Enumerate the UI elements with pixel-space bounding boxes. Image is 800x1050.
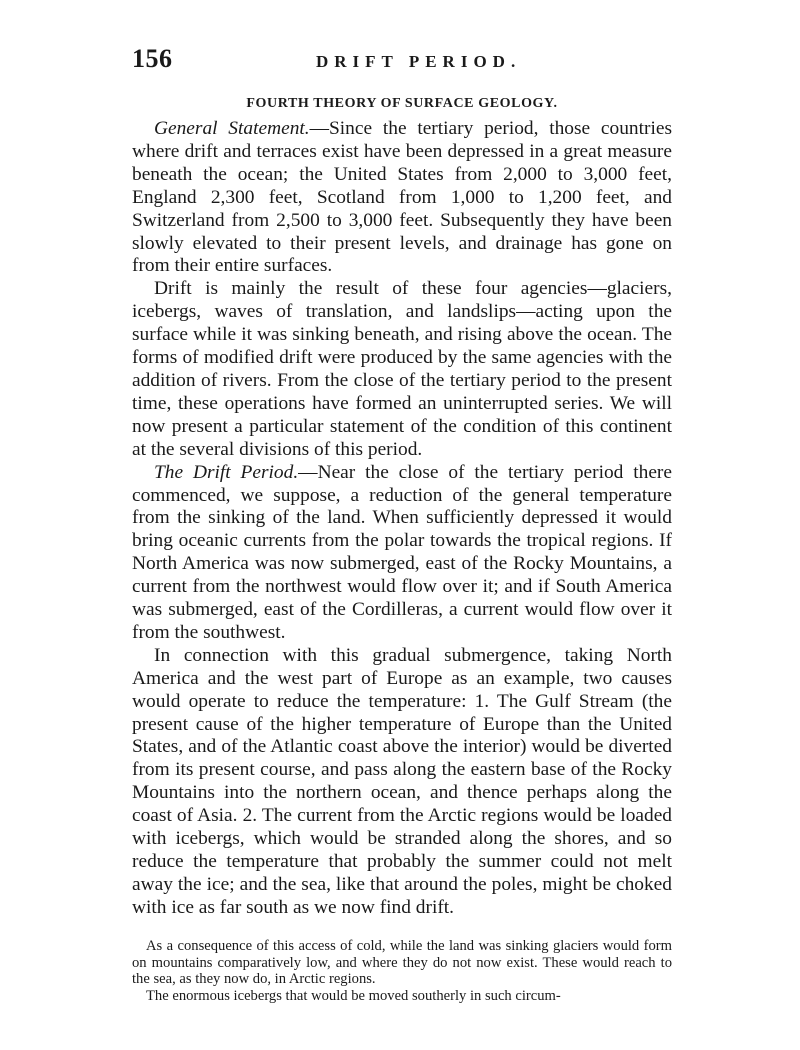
footnote (132, 938, 672, 1004)
paragraph-lead: The Drift Period. (154, 461, 299, 483)
paragraph-text: In connection with this gradual submergence, taking North America and the west part of Europe as an example, two causes would operate to reduce the temperature: 1. The Gulf Stream (the present cause of the higher temperature of Europe than the United States, and of the Atlantic coast above the interior) would be diverted from its present course, and pass along the eastern base of the Rocky Mountains into the northern ocean, and thence perhaps along the coast of Asia. 2. The current from the Arctic regions would be loaded with icebergs, which would be stranded along the shores, and so reduce the temperature that probably the summer could not melt away the ice; and the sea, like that around the poles, might be choked with ice as far south as we now find drift. (132, 644, 672, 918)
footnote-paragraph: The enormous icebergs that would be moved southerly in such circum- (146, 987, 561, 1004)
page-header (132, 44, 672, 78)
paragraph-general-statement (132, 118, 672, 278)
paragraph-submergence (132, 645, 672, 920)
paragraph-text: —Since the tertiary period, those countries where drift and terraces exist have been depressed in a great measure beneath the ocean; the United States from 2,000 to 3,000 feet, England 2,300 feet, Scotland from 1,000 to 1,200 feet, and Switzerland from 2,500 to 3,000 feet. Subsequently they have been slowly elevated to their present levels, and drainage has gone on from their entire surfaces. (132, 118, 672, 277)
paragraph-text: —Near the close of the tertiary period there commenced, we suppose, a reduction of the general temperature from the sinking of the land. When sufficiently depressed it would bring oceanic currents from the polar towards the tropical regions. If North America was now submerged, east of the Rocky Mountains, a current from the northwest would flow over it; and if South America was submerged, east of the Cordilleras, a current would flow over it from the southwest. (132, 461, 672, 643)
body-text (132, 118, 672, 920)
running-head: DRIFT PERIOD. (316, 52, 522, 71)
section-heading: FOURTH THEORY OF SURFACE GEOLOGY. (246, 96, 558, 111)
paragraph-drift-period (132, 462, 672, 645)
footnote-paragraph: As a consequence of this access of cold, while the land was sinking glaciers would form on mountains comparatively low, and where they do not now exist. These would reach to the sea, as they now do, in Arctic regions. (132, 938, 672, 987)
paragraph-drift-agencies (132, 278, 672, 461)
paragraph-lead: General Statement. (154, 118, 310, 139)
page-number: 156 (132, 44, 173, 73)
paragraph-text: Drift is mainly the result of these four agencies—glaciers, icebergs, waves of translation, and landslips—acting upon the surface while it was sinking beneath, and rising above the ocean. The forms of modified drift were produced by the same agencies with the addition of rivers. From the close of the tertiary period to the present time, these operations have formed an uninterrupted series. We will now present a particular statement of the condition of this continent at the several divisions of this period. (132, 278, 672, 460)
